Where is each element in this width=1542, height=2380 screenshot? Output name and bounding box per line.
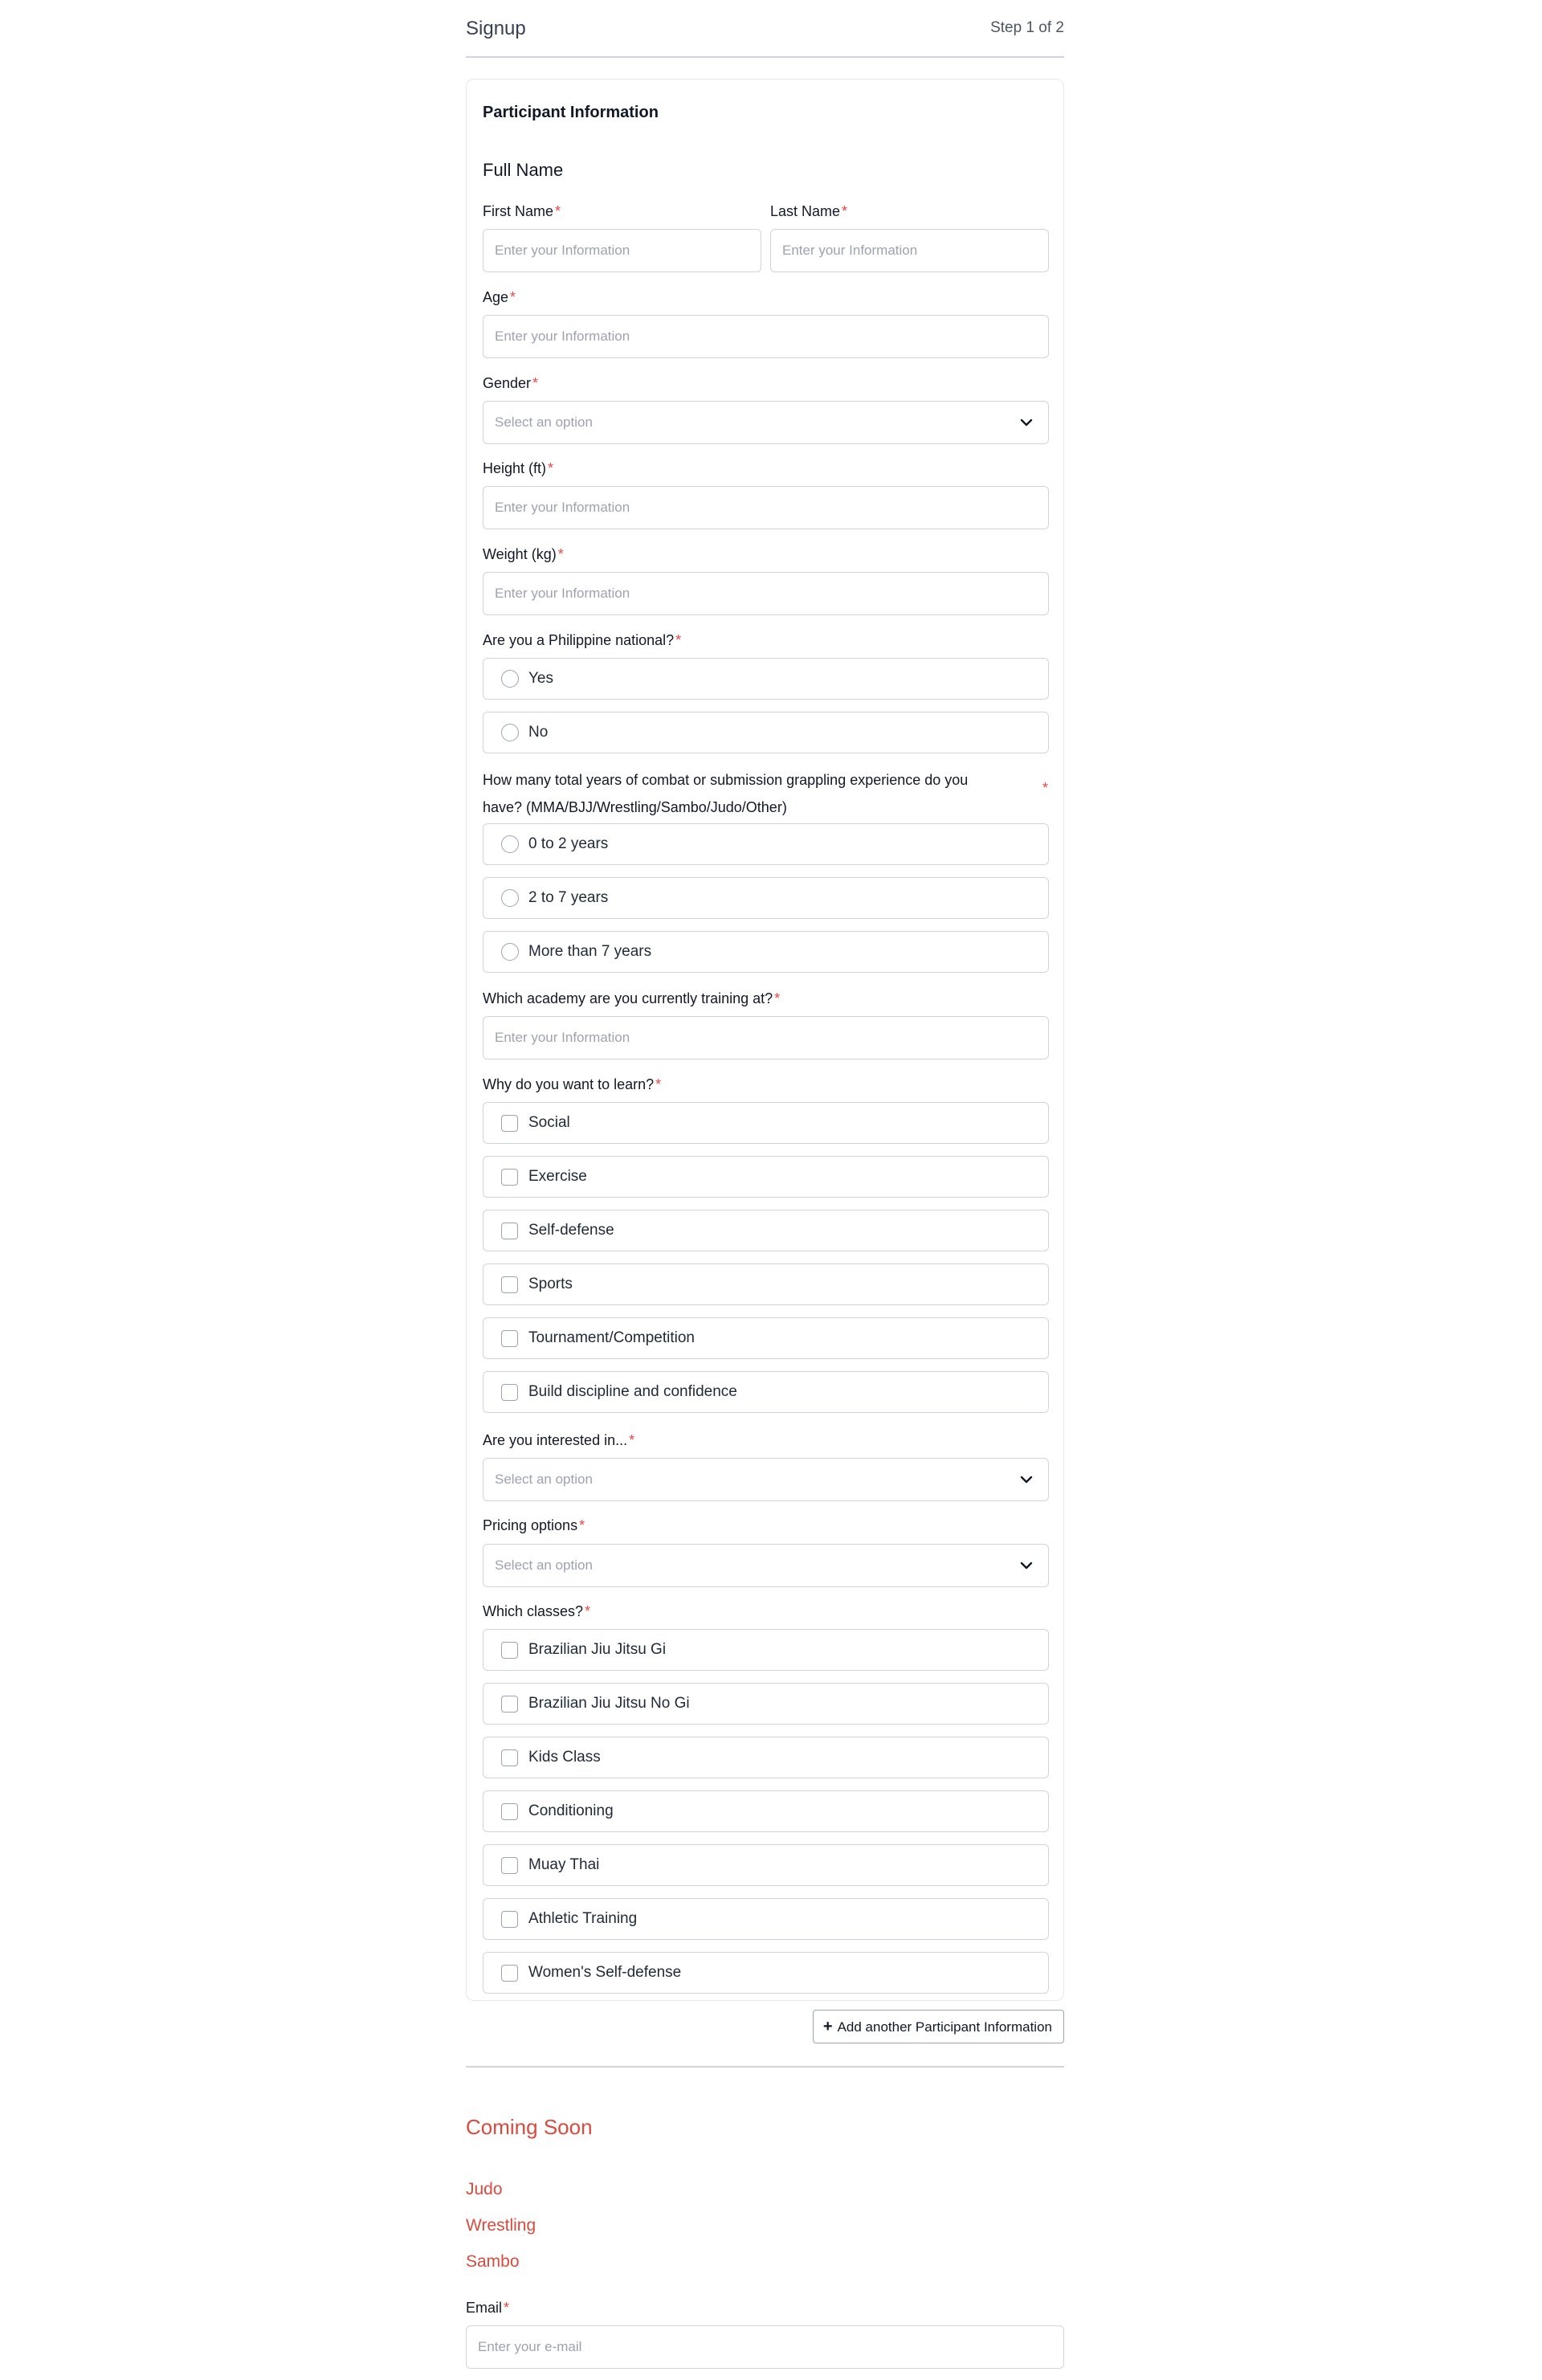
checkbox[interactable] xyxy=(501,1169,518,1186)
gender-label: Gender * xyxy=(483,375,539,391)
radio-button[interactable] xyxy=(501,724,519,741)
coming-soon-item: Wrestling xyxy=(466,2216,536,2235)
radio-button[interactable] xyxy=(501,943,519,961)
experience-option-2-7[interactable]: 2 to 7 years xyxy=(483,877,1049,919)
experience-option-7-plus[interactable]: More than 7 years xyxy=(483,931,1049,973)
checkbox[interactable] xyxy=(501,1857,518,1874)
full-name-title: Full Name xyxy=(483,160,564,180)
checkbox[interactable] xyxy=(501,1642,518,1659)
page-title: Signup xyxy=(466,18,526,39)
participant-card xyxy=(466,79,1064,2001)
why-learn-label: Why do you want to learn? * xyxy=(483,1076,662,1092)
experience-option-0-2[interactable]: 0 to 2 years xyxy=(483,823,1049,865)
why-learn-option-self-defense[interactable]: Self-defense xyxy=(483,1210,1049,1251)
section-title: Participant Information xyxy=(483,104,659,121)
checkbox[interactable] xyxy=(501,1749,518,1766)
pricing-select[interactable]: Select an option xyxy=(483,1544,1049,1587)
email-input[interactable]: Enter your e-mail xyxy=(466,2325,1064,2369)
national-label: Are you a Philippine national? * xyxy=(483,632,682,648)
coming-soon-item: Judo xyxy=(466,2180,503,2198)
first-name-label: First Name * xyxy=(483,203,561,219)
national-option-no[interactable]: No xyxy=(483,712,1049,753)
class-option-conditioning[interactable]: Conditioning xyxy=(483,1790,1049,1832)
why-learn-option-tournament[interactable]: Tournament/Competition xyxy=(483,1317,1049,1359)
experience-required-mark: * xyxy=(1042,780,1049,796)
checkbox[interactable] xyxy=(501,1330,518,1347)
height-input[interactable]: Enter your Information xyxy=(483,486,1049,529)
academy-input[interactable]: Enter your Information xyxy=(483,1016,1049,1059)
last-name-input[interactable]: Enter your Information xyxy=(770,229,1049,272)
add-participant-button[interactable]: + Add another Participant Information xyxy=(813,2010,1064,2043)
signup-header xyxy=(466,0,1064,58)
coming-soon-item: Sambo xyxy=(466,2252,520,2271)
why-learn-option-exercise[interactable]: Exercise xyxy=(483,1156,1049,1198)
age-input[interactable]: Enter your Information xyxy=(483,315,1049,358)
class-option-athletic-training[interactable]: Athletic Training xyxy=(483,1898,1049,1940)
interested-label: Are you interested in... * xyxy=(483,1432,635,1448)
age-label: Age * xyxy=(483,289,516,305)
first-name-input[interactable]: Enter your Information xyxy=(483,229,761,272)
class-option-kids[interactable]: Kids Class xyxy=(483,1737,1049,1778)
radio-button[interactable] xyxy=(501,835,519,853)
checkbox[interactable] xyxy=(501,1384,518,1401)
pricing-label: Pricing options * xyxy=(483,1517,585,1533)
why-learn-option-social[interactable]: Social xyxy=(483,1102,1049,1144)
checkbox[interactable] xyxy=(501,1276,518,1293)
chevron-down-icon xyxy=(1019,1558,1034,1573)
chevron-down-icon xyxy=(1019,1472,1034,1487)
academy-label: Which academy are you currently training at? * xyxy=(483,990,781,1006)
checkbox[interactable] xyxy=(501,1115,518,1132)
class-option-bjj-no-gi[interactable]: Brazilian Jiu Jitsu No Gi xyxy=(483,1683,1049,1725)
gender-select[interactable]: Select an option xyxy=(483,401,1049,444)
chevron-down-icon xyxy=(1019,415,1034,430)
why-learn-option-discipline[interactable]: Build discipline and confidence xyxy=(483,1371,1049,1413)
class-option-bjj-gi[interactable]: Brazilian Jiu Jitsu Gi xyxy=(483,1629,1049,1671)
national-option-yes[interactable]: Yes xyxy=(483,658,1049,700)
classes-label: Which classes? * xyxy=(483,1603,591,1619)
interested-select[interactable]: Select an option xyxy=(483,1458,1049,1501)
experience-label: How many total years of combat or submission grappling experience do you have? (MMA/BJJ/Wrestling/Sambo/Judo/Other) xyxy=(483,772,969,815)
checkbox[interactable] xyxy=(501,1803,518,1820)
checkbox[interactable] xyxy=(501,1223,518,1239)
email-label: Email * xyxy=(466,2300,510,2316)
plus-icon: + xyxy=(822,2018,833,2035)
weight-label: Weight (kg) * xyxy=(483,546,564,562)
step-indicator: Step 1 of 2 xyxy=(990,19,1064,36)
checkbox[interactable] xyxy=(501,1911,518,1928)
last-name-label: Last Name * xyxy=(770,203,848,219)
class-option-womens-self-defense[interactable]: Women's Self-defense xyxy=(483,1952,1049,1994)
why-learn-option-sports[interactable]: Sports xyxy=(483,1263,1049,1305)
coming-soon-title: Coming Soon xyxy=(466,2115,593,2139)
weight-input[interactable]: Enter your Information xyxy=(483,572,1049,615)
class-option-muay-thai[interactable]: Muay Thai xyxy=(483,1844,1049,1886)
radio-button[interactable] xyxy=(501,889,519,907)
section-divider xyxy=(466,2066,1064,2068)
radio-button[interactable] xyxy=(501,670,519,688)
checkbox[interactable] xyxy=(501,1696,518,1713)
height-label: Height (ft) * xyxy=(483,460,554,476)
checkbox[interactable] xyxy=(501,1965,518,1982)
